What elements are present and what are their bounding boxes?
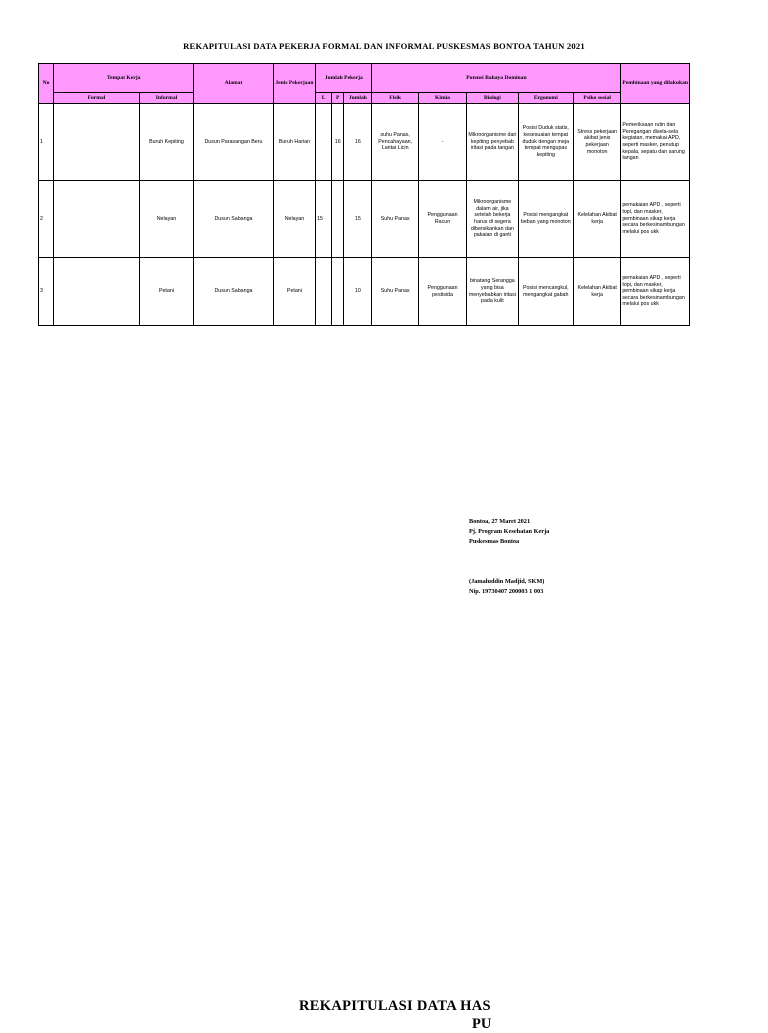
cell-formal (54, 181, 140, 258)
cell-psikososial: Stress pekerjaan akibat jenis pekerjaan monoton (573, 104, 620, 181)
table-row (39, 181, 690, 258)
table-row (39, 258, 690, 326)
signature-place-date: Bontoa, 27 Maret 2021 (469, 518, 531, 525)
header-jenis-pekerjaan: Jenis Pekerjaan (273, 64, 315, 104)
cell-pembinaan: pemakaian APD , seperti topi, dan masker, pembinaan sikap kerja secara berkesinambungan melalui pos ukk (621, 181, 690, 258)
header-kimia: Kimia (418, 93, 466, 104)
cell-jenis: Petani (273, 258, 315, 326)
cell-jumlah: 15 (344, 181, 372, 258)
header-p: P (332, 93, 344, 104)
cell-jumlah: 16 (344, 104, 372, 181)
cell-kimia: Penggunaan pestisida (418, 258, 466, 326)
header-biologi: Biologi (467, 93, 518, 104)
cell-jenis: Nelayan (273, 181, 315, 258)
cell-fisik: suhu Panas, Pencahayaan, Lantai Licin (372, 104, 418, 181)
cell-kimia: - (418, 104, 466, 181)
header-l: L (316, 93, 332, 104)
cell-informal: Petani (139, 258, 193, 326)
cell-no: 3 (39, 258, 54, 326)
cell-l (316, 104, 332, 181)
header-informal: Informal (139, 93, 193, 104)
header-psikososial: Psiko sosial (573, 93, 620, 104)
cell-p: 16 (332, 104, 344, 181)
cell-alamat: Dusun Parasangan Beru (194, 104, 274, 181)
next-page-title: REKAPITULASI DATA HAS (299, 998, 491, 1014)
cell-alamat: Dusun Sabanga (194, 258, 274, 326)
cell-jumlah: 10 (344, 258, 372, 326)
header-alamat: Alamat (194, 64, 274, 104)
cell-biologi: binatang Serangga yang bisa menyebabkan iritasi pada kulit (467, 258, 518, 326)
cell-fisik: Suhu Panas (372, 181, 418, 258)
signature-office: Puskesmas Bontoa (469, 538, 520, 545)
page-title: REKAPITULASI DATA PEKERJA FORMAL DAN INFORMAL PUSKESMAS BONTOA TAHUN 2021 (183, 41, 585, 51)
cell-p (332, 258, 344, 326)
header-jumlah-pekerja: Jumlah Pekerja (316, 64, 372, 93)
header-fisik: Fisik (372, 93, 418, 104)
cell-ergonomi: Posisi mengangkat beban yang monoton (518, 181, 573, 258)
cell-psikososial: Kelelahan Akibat kerja (573, 258, 620, 326)
next-page-subtitle: PU (472, 1016, 492, 1032)
header-formal: Formal (54, 93, 140, 104)
worker-recap-table (38, 63, 690, 326)
cell-pembinaan: pemakaian APD , seperti topi, dan masker, pembinaan sikap kerja secara berkesinambungan melalui pos ukk (621, 258, 690, 326)
cell-l (316, 258, 332, 326)
cell-informal: Buruh Kepiting (139, 104, 193, 181)
header-no: No (39, 64, 54, 104)
cell-formal (54, 104, 140, 181)
signature-name: (Jamaluddin Madjid, SKM) (469, 578, 545, 585)
table-row (39, 104, 690, 181)
cell-informal: Nelayan (139, 181, 193, 258)
cell-pembinaan: Pemeriksaan rutin dan Peregangan disela-sela kegiatan, memakai APD, seperti masker, penutup kepala, sepatu dan sarung tangan (621, 104, 690, 181)
cell-kimia: Penggunaan Racun (418, 181, 466, 258)
cell-fisik: Suhu Panas (372, 258, 418, 326)
cell-alamat: Dusun Sabanga (194, 181, 274, 258)
cell-biologi: Mikroorganisme dalam air, jika setelah bekerja harus di segera dibersikankan dan pakaian di ganti (467, 181, 518, 258)
cell-formal (54, 258, 140, 326)
signature-role: Pj. Program Kesehatan Kerja (469, 528, 550, 535)
header-tempat-kerja: Tempat Kerja (54, 64, 194, 93)
cell-no: 1 (39, 104, 54, 181)
cell-ergonomi: Posisi Duduk statis, kesesuaian tempat duduk dengan meja tempat mengupas kepiting (518, 104, 573, 181)
header-potensi-bahaya: Potensi Bahaya Dominan (372, 64, 621, 93)
cell-no: 2 (39, 181, 54, 258)
cell-biologi: Mikroorganisme dari kepiting penyebab iritasi pada tangan (467, 104, 518, 181)
header-pembinaan: Pembinaan yang dilakukan (621, 64, 690, 104)
cell-l: 15 (316, 181, 332, 258)
cell-p (332, 181, 344, 258)
cell-psikososial: Kelelahan Akibat kerja (573, 181, 620, 258)
signature-nip: Nip. 19730407 200003 1 003 (469, 588, 544, 595)
cell-jenis: Buruh Harian (273, 104, 315, 181)
header-jumlah: Jumlah (344, 93, 372, 104)
header-ergonomi: Ergonomi (518, 93, 573, 104)
cell-ergonomi: Posisi mencangkul, mengangkat gabah (518, 258, 573, 326)
